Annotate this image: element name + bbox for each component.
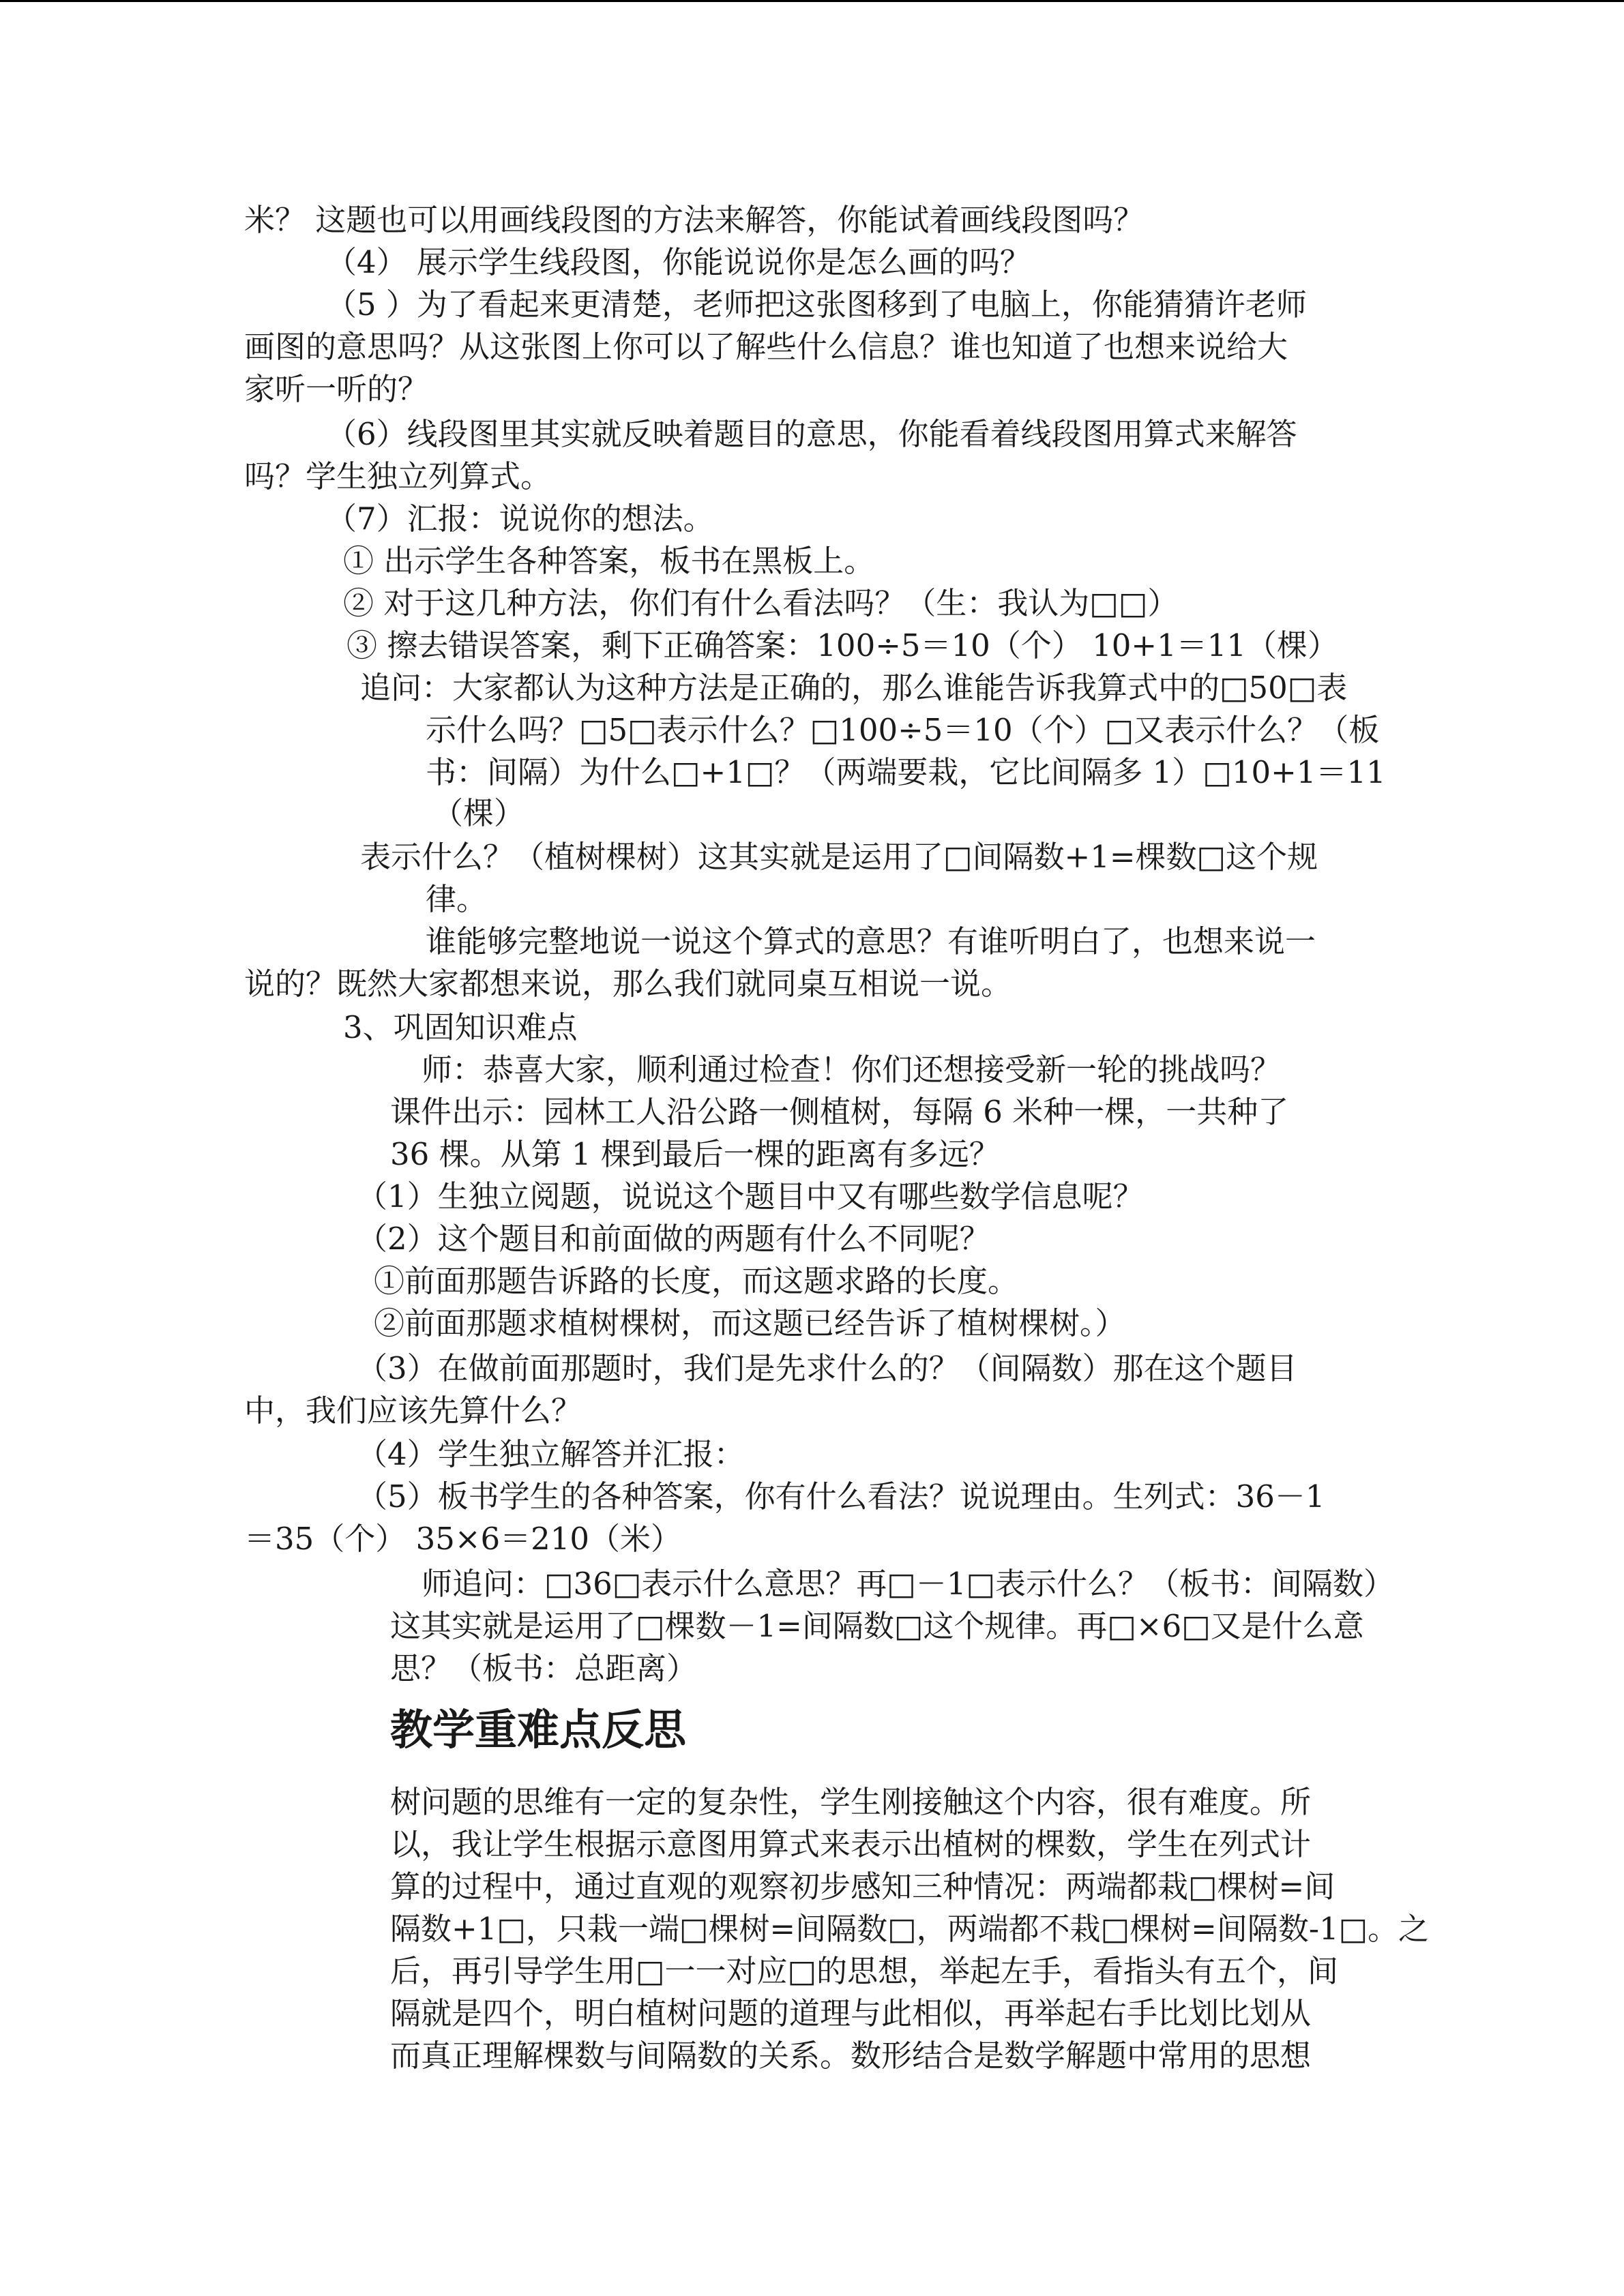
- text-line: 这其实就是运用了□棵数－1=间隔数□这个规律。再□×6□又是什么意: [390, 1608, 1364, 1644]
- text-line: 36 棵。从第 1 棵到最后一棵的距离有多远？: [390, 1136, 1000, 1172]
- text-line: 思？（板书：总距离）: [390, 1650, 698, 1686]
- text-line: 谁能够完整地说一说这个算式的意思？有谁听明白了，也想来说一: [426, 923, 1316, 959]
- text-line: （1）生独立阅题，说说这个题目中又有哪些数学信息呢？: [357, 1178, 1144, 1214]
- text-line: （7）汇报：说说你的想法。: [326, 501, 714, 537]
- text-line: （4）学生独立解答并汇报：: [357, 1436, 745, 1472]
- text-line: （棵）: [432, 795, 525, 831]
- text-line: 说的？既然大家都想来说，那么我们就同桌互相说一说。: [244, 966, 1012, 1002]
- text-line: ① 出示学生各种答案，板书在黑板上。: [343, 543, 875, 579]
- reflection-line: 后，再引导学生用□一一对应□的思想，举起左手，看指头有五个，间: [390, 1953, 1339, 1989]
- text-line: ② 对于这几种方法，你们有什么看法吗？（生：我认为□□）: [343, 585, 1179, 621]
- reflection-line: 以，我让学生根据示意图用算式来表示出植树的棵数，学生在列式计: [390, 1826, 1312, 1862]
- text-line: （5）板书学生的各种答案，你有什么看法？说说理由。生列式：36－1: [357, 1478, 1325, 1515]
- text-line: 课件出示：园林工人沿公路一侧植树，每隔 6 米种一棵，一共种了: [390, 1094, 1289, 1130]
- text-line: （4） 展示学生线段图，你能说说你是怎么画的吗？: [326, 244, 1031, 280]
- reflection-line: 而真正理解棵数与间隔数的关系。数形结合是数学解题中常用的思想: [390, 2038, 1312, 2074]
- text-line: ③ 擦去错误答案，剩下正确答案：100÷5＝10（个） 10+1＝11（棵）: [346, 627, 1338, 664]
- reflection-line: 算的过程中，通过直观的观察初步感知三种情况：两端都栽□棵树=间: [390, 1868, 1335, 1905]
- text-line: 示什么吗？□5□表示什么？□100÷5＝10（个）□又表示什么？（板: [426, 712, 1380, 748]
- reflection-line: 隔数+1□，只栽一端□棵树=间隔数□，两端都不栽□棵树=间隔数-1□。之: [390, 1911, 1430, 1947]
- text-line: 表示什么？（植树棵树）这其实就是运用了□间隔数+1=棵数□这个规: [360, 839, 1318, 875]
- reflection-heading: 教学重难点反思: [390, 1705, 687, 1755]
- text-line: （6）线段图里其实就反映着题目的意思，你能看着线段图用算式来解答: [326, 416, 1297, 452]
- text-line: ＝35（个） 35×6＝210（米）: [244, 1521, 682, 1557]
- section-heading: 3、巩固知识难点: [343, 1009, 578, 1045]
- text-line: 师追问：□36□表示什么意思？再□－1□表示什么？（板书：间隔数）: [422, 1566, 1394, 1602]
- text-line: ②前面那题求植树棵树，而这题已经告诉了植树棵树。）: [374, 1305, 1126, 1341]
- reflection-line: 树问题的思维有一定的复杂性，学生刚接触这个内容，很有难度。所: [390, 1784, 1312, 1820]
- text-line: 中，我们应该先算什么？: [244, 1392, 582, 1429]
- text-line: 米？ 这题也可以用画线段图的方法来解答，你能试着画线段图吗？: [244, 202, 1145, 238]
- text-line: 吗？学生独立列算式。: [244, 458, 552, 494]
- text-line: （2）这个题目和前面做的两题有什么不同呢？: [357, 1221, 990, 1257]
- text-line: 画图的意思吗？从这张图上你可以了解些什么信息？谁也知道了也想来说给大: [244, 329, 1288, 365]
- reflection-line: 隔就是四个，明白植树问题的道理与此相似，再举起右手比划比划从: [390, 1995, 1312, 2031]
- text-line: 追问：大家都认为这种方法是正确的，那么谁能告诉我算式中的□50□表: [360, 670, 1348, 706]
- text-line: 书：间隔）为什么□+1□？（两端要栽，它比间隔多 1）□10+1＝11: [426, 754, 1386, 790]
- text-line: 律。: [426, 881, 488, 917]
- text-line: 家听一听的？: [244, 371, 429, 407]
- text-line: （3）在做前面那题时，我们是先求什么的？（间隔数）那在这个题目: [357, 1350, 1297, 1386]
- text-line: ①前面那题告诉路的长度，而这题求路的长度。: [374, 1263, 1019, 1299]
- text-line: 师：恭喜大家，顺利通过检查！你们还想接受新一轮的挑战吗？: [422, 1052, 1282, 1088]
- text-line: （5 ）为了看起来更清楚，老师把这张图移到了电脑上，你能猜猜许老师: [326, 286, 1307, 323]
